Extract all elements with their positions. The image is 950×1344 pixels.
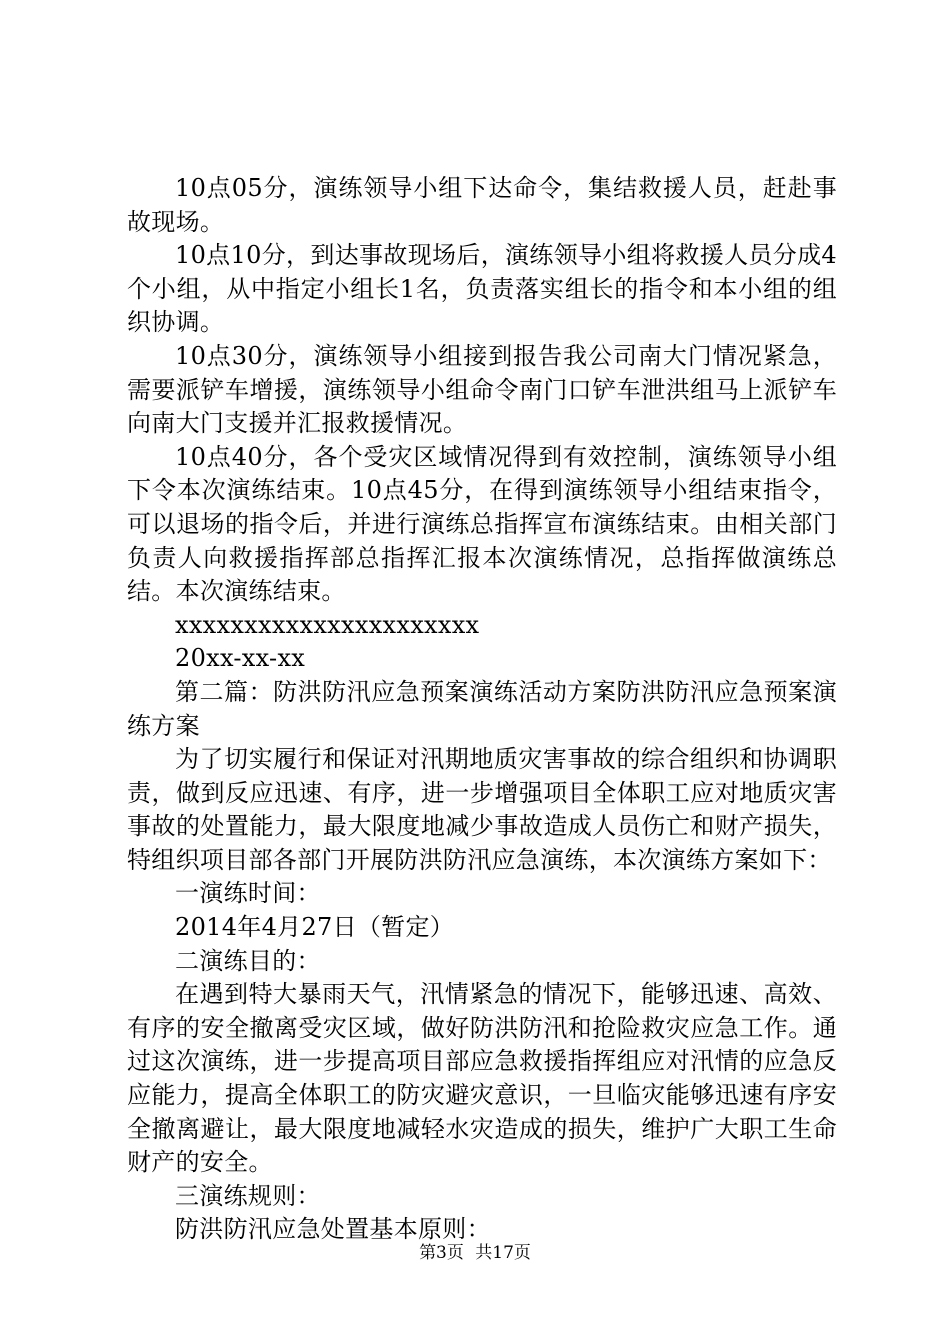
paragraph-basic-principles: 防洪防汛应急处置基本原则： (175, 1215, 491, 1244)
section-title-part-two: 第二篇：防洪防汛应急预案演练活动方案防洪防汛应急预案演练方案 (127, 677, 837, 740)
paragraph-drill-1030: 10点30分，演练领导小组接到报告我公司南大门情况紧急，需要派铲车增援，演练领导小组命令南门口铲车泄洪组马上派铲车向南大门支援并汇报救援情况。 (127, 341, 837, 438)
heading-drill-rules: 三演练规则： (175, 1181, 321, 1210)
paragraph-drill-1040: 10点40分，各个受灾区域情况得到有效控制，演练领导小组下令本次演练结束。10点45分，在得到演练领导小组结束指令，可以退场的指令后，并进行演练总指挥宣布演练结束。由相关部门负责人向救援指挥部总指挥汇报本次演练情况，总指挥做演练总结。本次演练结束。 (127, 442, 837, 606)
heading-drill-time: 一演练时间： (175, 879, 321, 908)
paragraph-intro: 为了切实履行和保证对汛期地质灾害事故的综合组织和协调职责，做到反应迅速、有序，进一步增强项目全体职工应对地质灾害事故的处置能力，最大限度地减少事故造成人员伤亡和财产损失，特组织项目部各部门开展防洪防汛应急演练，本次演练方案如下： (127, 745, 837, 874)
page-number: 第3页 (419, 1243, 464, 1263)
date-placeholder: 20xx-xx-xx (175, 644, 306, 673)
drill-date: 2014年4月27日（暂定） (175, 913, 455, 942)
paragraph-drill-1010: 10点10分，到达事故现场后，演练领导小组将救援人员分成4个小组，从中指定小组长1名，负责落实组长的指令和本小组的组织协调。 (127, 241, 837, 337)
page-footer (0, 1243, 950, 1263)
page-total: 共17页 (475, 1243, 531, 1263)
heading-drill-purpose: 二演练目的： (175, 946, 321, 975)
paragraph-drill-1005: 10点05分，演练领导小组下达命令，集结救援人员，赶赴事故现场。 (127, 174, 837, 236)
signature-placeholder: xxxxxxxxxxxxxxxxxxxxxx (175, 610, 480, 639)
document-body (127, 172, 837, 1247)
paragraph-purpose: 在遇到特大暴雨天气，汛情紧急的情况下，能够迅速、高效、有序的安全撤离受灾区域，做好防洪防汛和抢险救灾应急工作。通过这次演练，进一步提高项目部应急救援指挥组应对汛情的应急反应能力，提高全体职工的防灾避灾意识，一旦临灾能够迅速有序安全撤离避让，最大限度地减轻水灾造成的损失，维护广大职工生命财产的安全。 (127, 980, 837, 1177)
